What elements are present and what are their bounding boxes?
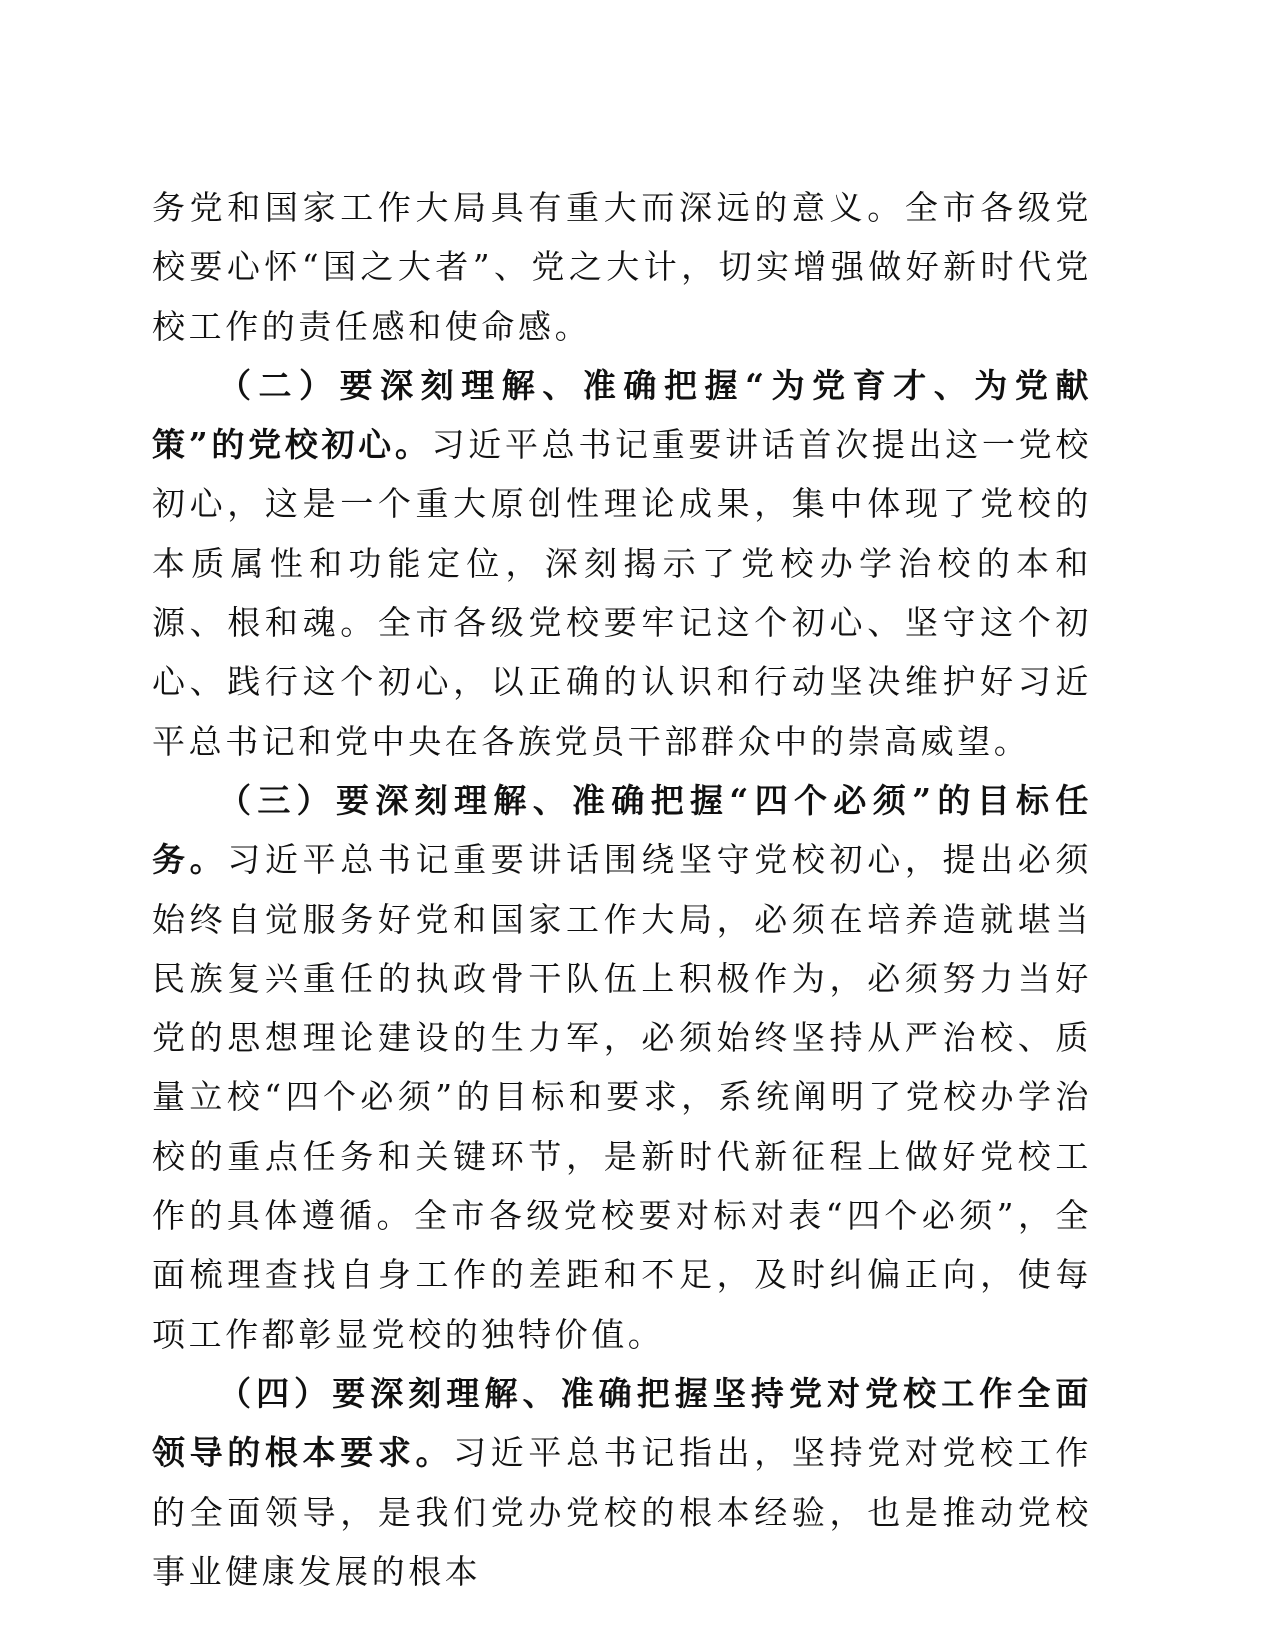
paragraph-continued xyxy=(152,178,1092,356)
paragraph-text: 习近平总书记指出，坚持党对党校工作的全面领导，是我们党办党校的根本经验，也是推动党校事业健康发展的根本 xyxy=(152,1433,1092,1591)
paragraph-text: 习近平总书记重要讲话首次提出这一党校初心，这是一个重大原创性理论成果，集中体现了党校的本质属性和功能定位，深刻揭示了党校办学治校的本和源、根和魂。全市各级党校要牢记这个初心、坚守这个初心、践行这个初心，以正确的认识和行动坚决维护好习近平总书记和党中央在各族党员干部群众中的崇高威望。 xyxy=(152,425,1092,761)
paragraph-section-3 xyxy=(152,771,1092,1364)
section-heading: （四）要深刻理解、准确把握坚持党对党校工作全面领导的根本要求。 xyxy=(152,1373,1092,1473)
document-body xyxy=(152,178,1092,1601)
section-heading: （二）要深刻理解、准确把握“为党育才、为党献策”的党校初心。 xyxy=(152,365,1092,465)
section-heading: （三）要深刻理解、准确把握“四个必须”的目标任务。 xyxy=(152,780,1092,880)
paragraph-text: 习近平总书记重要讲话围绕坚守党校初心，提出必须始终自觉服务好党和国家工作大局，必须在培养造就堪当民族复兴重任的执政骨干队伍上积极作为，必须努力当好党的思想理论建设的生力军，必须始终坚持从严治校、质量立校“四个必须”的目标和要求，系统阐明了党校办学治校的重点任务和关键环节，是新时代新征程上做好党校工作的具体遵循。全市各级党校要对标对表“四个必须”，全面梳理查找自身工作的差距和不足，及时纠偏正向，使每项工作都彰显党校的独特价值。 xyxy=(152,840,1092,1354)
paragraph-section-2 xyxy=(152,356,1092,771)
paragraph-section-4 xyxy=(152,1364,1092,1601)
paragraph-text: 务党和国家工作大局具有重大而深远的意义。全市各级党校要心怀“国之大者”、党之大计，切实增强做好新时代党校工作的责任感和使命感。 xyxy=(152,188,1092,346)
